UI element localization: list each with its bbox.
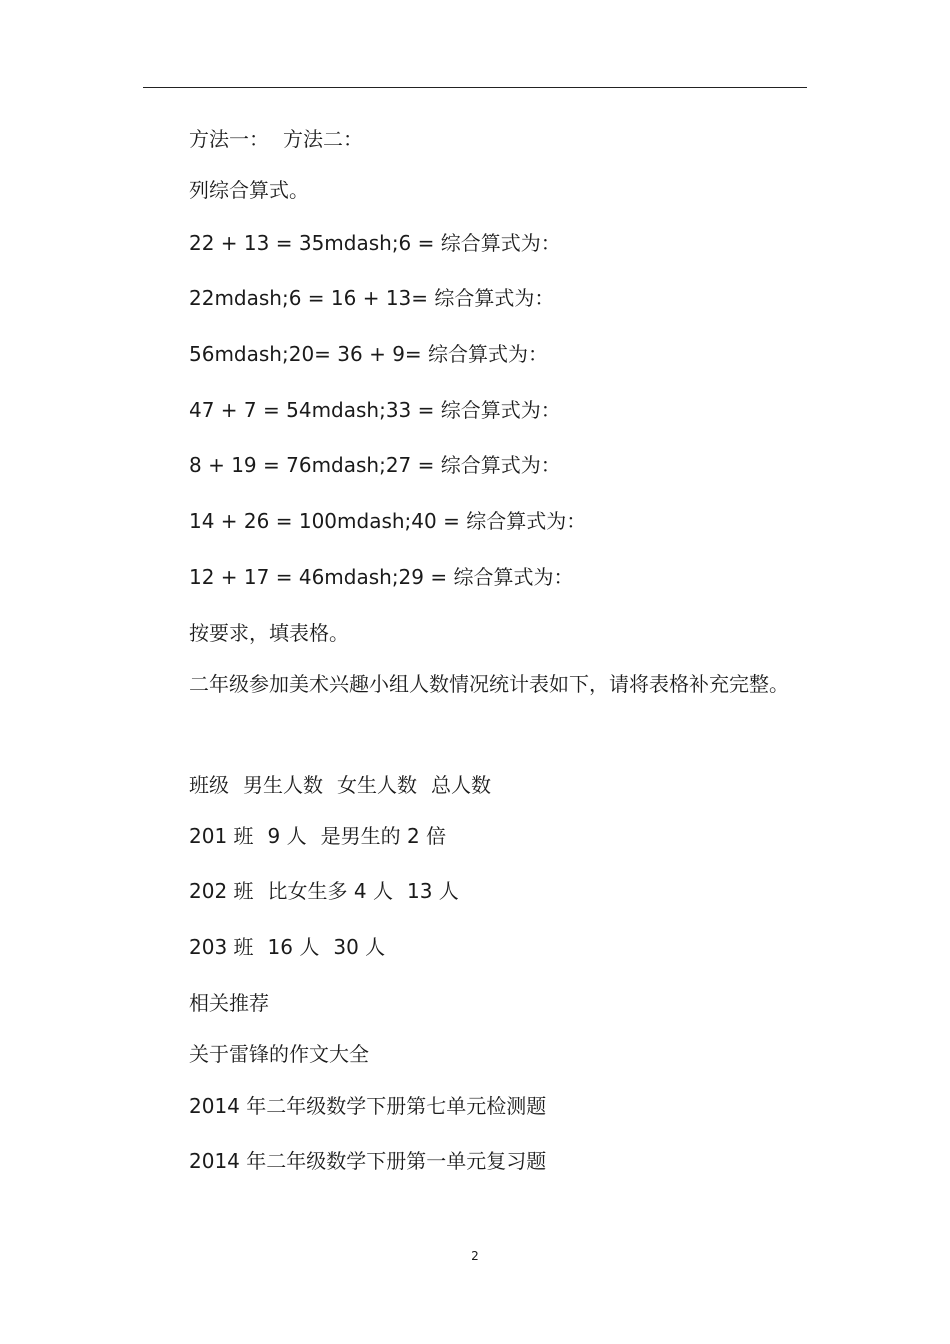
- page-number: 2: [471, 1249, 479, 1263]
- equation-line: 47 + 7 = 54mdash;33 = 综合算式为：: [189, 398, 561, 422]
- related-link[interactable]: 关于雷锋的作文大全: [189, 1042, 369, 1066]
- method-one-label: 方法一：: [189, 127, 269, 151]
- related-link[interactable]: 2014 年二年级数学下册第一单元复习题: [189, 1149, 547, 1173]
- instruction-line: 列综合算式。: [189, 178, 309, 202]
- table-row: [189, 822, 807, 850]
- table-header-row: [189, 771, 807, 799]
- method-two-label: 方法二：: [283, 127, 363, 151]
- table-cell: 30 人: [333, 935, 386, 959]
- equation-line: 22 + 13 = 35mdash;6 = 综合算式为：: [189, 231, 561, 255]
- table-cell: 9 人: [267, 824, 307, 848]
- table-cell: 男生人数: [243, 773, 323, 797]
- header-rule: [143, 87, 807, 88]
- table-cell: 女生人数: [337, 773, 417, 797]
- table-cell: 13 人: [406, 879, 459, 903]
- equation-line: 12 + 17 = 46mdash;29 = 综合算式为：: [189, 565, 574, 589]
- table-cell: 16 人: [267, 935, 320, 959]
- methods-line: [189, 125, 807, 153]
- table-row: [189, 877, 807, 905]
- table-cell: 班级: [189, 773, 229, 797]
- table-cell: 是男生的 2 倍: [320, 824, 447, 848]
- equation-line: 14 + 26 = 100mdash;40 = 综合算式为：: [189, 509, 587, 533]
- table-row: [189, 933, 807, 961]
- instruction-line: 按要求，填表格。: [189, 621, 349, 645]
- related-link[interactable]: 2014 年二年级数学下册第七单元检测题: [189, 1094, 547, 1118]
- table-cell: 比女生多 4 人: [267, 879, 393, 903]
- equation-line: 56mdash;20= 36 + 9= 综合算式为：: [189, 342, 549, 366]
- table-description: 二年级参加美术兴趣小组人数情况统计表如下，请将表格补充完整。: [189, 672, 789, 696]
- equation-line: 8 + 19 = 76mdash;27 = 综合算式为：: [189, 453, 561, 477]
- table-cell: 总人数: [431, 773, 491, 797]
- table-cell: 202 班: [189, 879, 254, 903]
- related-heading: 相关推荐: [189, 991, 269, 1015]
- table-cell: 201 班: [189, 824, 254, 848]
- equation-line: 22mdash;6 = 16 + 13= 综合算式为：: [189, 286, 555, 310]
- table-cell: 203 班: [189, 935, 254, 959]
